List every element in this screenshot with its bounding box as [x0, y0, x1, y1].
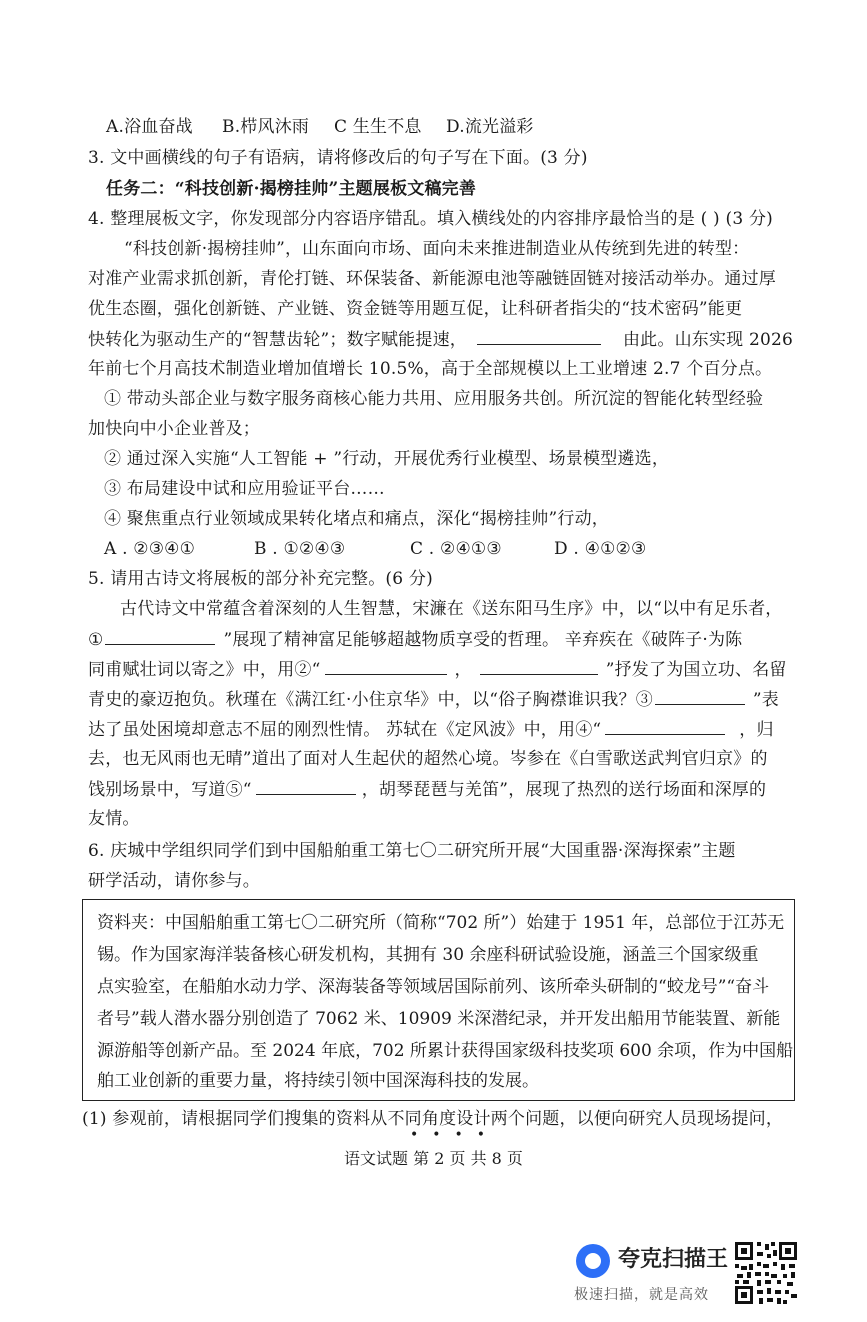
- q5-blank-3[interactable]: [655, 688, 745, 705]
- q2-option-c: C 生生不息: [334, 117, 422, 137]
- scanner-brand-name: 夸克扫描王: [618, 1246, 729, 1271]
- q5-blank-5[interactable]: [256, 778, 356, 795]
- q4-item-2: ② 通过深入实施“人工智能 + ”行动，开展优秀行业模型、场景模型遴选，: [104, 449, 670, 469]
- page-footer: 语文试题 第 2 页 共 8 页: [344, 1149, 523, 1168]
- q4-item-1: ① 带动头部企业与数字服务商核心能力共用、应用服务共创。所沉淀的智能化转型经验: [104, 389, 764, 409]
- q6-sub-1: (1) 参观前，请根据同学们搜集的资料从不同角度设计两个问题，以便向研究人员现场提问，: [82, 1109, 784, 1129]
- q5-line-5: [88, 718, 774, 741]
- q4-choice-c[interactable]: C . ②④①③: [410, 539, 502, 559]
- q5-text: 达了虽处困境却意志不屈的刚烈性情。 苏轼在《定风波》中，用④“: [88, 720, 602, 740]
- task2-title: 任务二：“科技创新·揭榜挂帅”主题展板文稿完善: [106, 179, 477, 199]
- scanner-slogan: 极速扫描，就是高效: [574, 1286, 709, 1302]
- q4-item-1-cont: 加快向中小企业普及；: [88, 419, 260, 439]
- q4-passage-text: 快转化为驱动生产的“智慧齿轮”；数字赋能提速，: [88, 330, 467, 350]
- scanner-logo-icon: [576, 1244, 610, 1278]
- material-line-3: 点实验室，在船舶水动力学、深海装备等领域居国际前列、该所牵头研制的“蛟龙号”“奋斗: [97, 977, 770, 997]
- q5-blank-4[interactable]: [605, 718, 725, 735]
- q5-line-4: [88, 688, 779, 711]
- q5-line-8: 友情。: [88, 809, 140, 829]
- q3-stem: 3. 文中画横线的句子有语病，请将修改后的句子写在下面。(3 分): [88, 148, 588, 168]
- q4-choice-a[interactable]: A . ②③④①: [104, 539, 196, 559]
- q4-item-4: ④ 聚焦重点行业领域成果转化堵点和痛点，深化“揭榜挂帅”行动，: [104, 509, 609, 529]
- q6-stem-2: 研学活动，请你参与。: [88, 871, 260, 891]
- q5-line-2: [88, 628, 742, 651]
- q5-text: ”表: [752, 690, 779, 710]
- q4-passage-line-2: 对准产业需求抓创新，青伦打链、环保装备、新能源电池等融链固链对接活动举办。通过厚: [88, 269, 776, 289]
- material-line-2: 锡。作为国家海洋装备核心研发机构，其拥有 30 余座科研试验设施，涵盖三个国家级重: [97, 945, 759, 965]
- q5-text: ”展现了精神富足能够超越物质享受的哲理。 辛弃疾在《破阵子·为陈: [223, 630, 743, 650]
- q5-text: 饯别场景中，写道⑤“: [88, 780, 252, 800]
- q5-blank-2a[interactable]: [325, 658, 447, 675]
- q5-text: 同甫赋壮词以寄之》中，用②“: [88, 660, 321, 680]
- q4-passage-line-5: 年前七个月高技术制造业增加值增长 10.5%，高于全部规模以上工业增速 2.7 个百分点。: [88, 359, 773, 379]
- q6-stem-1: 6. 庆城中学组织同学们到中国船舶重工第七〇二研究所开展“大国重器·深海探索”主题: [88, 841, 736, 861]
- q5-marker-1: ①: [88, 630, 104, 650]
- q5-blank-1[interactable]: [105, 628, 215, 645]
- q5-text: ，: [454, 660, 472, 680]
- q2-options: [106, 116, 534, 138]
- material-box: [82, 899, 795, 1101]
- q5-blank-2b[interactable]: [480, 658, 598, 675]
- q4-stem: 4. 整理展板文字，你发现部分内容语序错乱。填入横线处的内容排序最恰当的是 ( ) (3 分): [88, 209, 773, 229]
- q4-item-3: ③ 布局建设中试和应用验证平台……: [104, 479, 385, 499]
- q2-option-d: D.流光溢彩: [446, 117, 534, 137]
- emphasis-dots: ••••: [410, 1127, 500, 1143]
- q4-passage-text-tail: 由此。山东实现 2026: [622, 330, 794, 350]
- q4-choice-b[interactable]: B . ①②④③: [254, 539, 346, 559]
- q5-line-1: 古代诗文中常蕴含着深刻的人生智慧，宋濂在《送东阳马生序》中，以“以中有足乐者，: [120, 599, 783, 619]
- qr-code-icon: [733, 1240, 799, 1306]
- material-line-5: 源游船等创新产品。至 2024 年底，702 所累计获得国家级科技奖项 600 余项，作为中国船: [97, 1041, 794, 1061]
- q5-stem: 5. 请用古诗文将展板的部分补充完整。(6 分): [88, 569, 433, 589]
- q4-passage-line-4: [88, 328, 793, 351]
- q5-text: ，归: [739, 720, 774, 740]
- q5-text: 青史的豪迈抱负。秋瑾在《满江红·小住京华》中，以“俗子胸襟谁识我？③: [88, 690, 653, 710]
- q5-line-7: [88, 778, 766, 801]
- material-line-6: 舶工业创新的重要力量，将持续引领中国深海科技的发展。: [97, 1071, 539, 1091]
- material-line-4: 者号”载人潜水器分别创造了 7062 米、10909 米深潜纪录，并开发出船用节能装置、新能: [97, 1009, 781, 1029]
- q2-option-a: A.浴血奋战: [106, 117, 193, 137]
- q5-line-6: 去，也无风雨也无晴”道出了面对人生起伏的超然心境。岑参在《白雪歌送武判官归京》的: [88, 749, 768, 769]
- q4-answer-blank[interactable]: [477, 328, 601, 345]
- material-line-1: 资料夹：中国船舶重工第七〇二研究所（简称“702 所”）始建于 1951 年，总部位于江苏无: [97, 913, 785, 933]
- q4-passage-line-1: “科技创新·揭榜挂帅”，山东面向市场、面向未来推进制造业从传统到先进的转型：: [124, 239, 750, 259]
- q4-choices: [104, 538, 646, 560]
- q4-choice-d[interactable]: D . ④①②③: [554, 539, 647, 559]
- q4-passage-line-3: 优生态圈，强化创新链、产业链、资金链等用题互促，让科研者指尖的“技术密码”能更: [88, 299, 743, 319]
- q5-text: ，胡琴琵琶与羌笛”，展现了热烈的送行场面和深厚的: [361, 780, 767, 800]
- q2-option-b: B.栉风沐雨: [222, 117, 310, 137]
- q5-text: ”抒发了为国立功、名留: [605, 660, 787, 680]
- q5-line-3: [88, 658, 787, 681]
